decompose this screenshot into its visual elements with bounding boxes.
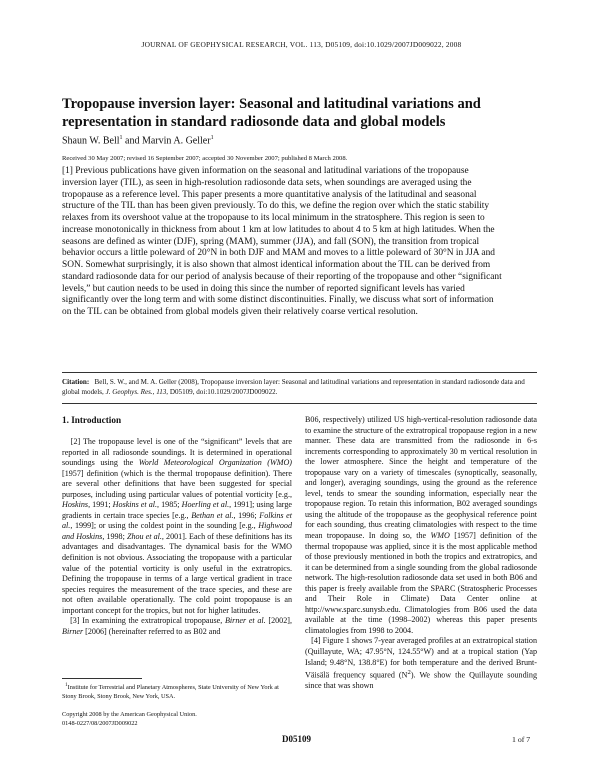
ref-highwood: Highwood and Hoskins xyxy=(62,521,293,541)
paragraph-3-continued xyxy=(305,415,537,636)
ref-birner: Birner xyxy=(62,626,84,636)
received-dates: Received 30 May 2007; revised 16 September 2007; accepted 30 November 2007; published 8 March 2008. xyxy=(62,155,348,162)
journal-header: JOURNAL OF GEOPHYSICAL RESEARCH, VOL. 113, D05109, doi:10.1029/2007JD009022, 2008 xyxy=(141,40,462,49)
text-run: [1957] definition (which is the thermal tropopause definition). There are several other definitions that have been suggested for special purposes, including using particular values of potential vorticity [e.g., xyxy=(62,468,292,499)
paragraph-2 xyxy=(62,437,292,616)
left-column xyxy=(62,437,292,637)
citation-journal: J. Geophys. Res., 113, xyxy=(105,388,169,396)
article-id: D05109 xyxy=(282,734,311,744)
text-run: , 2001]. Each of these definitions has its advantages and disadvantages. The dynamical basis for the WMO definition is not obvious. Associating the tropopause with a particular value of the potential vorticity is only useful in the extratropics. Defining the tropopause in terms of a large vertical gradient in trace species requires the measurement of the trace species, and these are not often available operationally. The cold point tropopause is an important concept for the tropics, but not for higher latitudes. xyxy=(62,531,293,615)
citation-label: Citation: xyxy=(62,378,90,386)
abstract xyxy=(62,166,504,319)
ref-wmo: WMO xyxy=(430,531,450,541)
citation-text-b: D05109, doi:10.1029/2007JD009022. xyxy=(169,388,278,396)
text-run: ). We show the Quillayute sounding since that was shown xyxy=(305,670,537,691)
copyright-block xyxy=(62,711,292,728)
issn-line: 0148-0227/08/2007JD009022 xyxy=(62,719,138,727)
copyright-line: Copyright 2008 by the American Geophysical Union. xyxy=(62,711,197,718)
italic-run: World Meteorological Organization (WMO) xyxy=(138,458,292,468)
ref-hoerling: Hoerling et al. xyxy=(181,500,230,510)
ref-hoskins: Hoskins xyxy=(62,500,89,510)
text-run: , 1999]; or using the coldest point in the sounding [e.g., xyxy=(70,521,256,531)
authors-and: and xyxy=(125,135,140,147)
abstract-number: [1] xyxy=(62,166,73,176)
section-heading-introduction: 1. Introduction xyxy=(62,415,122,425)
paper-title: Tropopause inversion layer: Seasonal and latitudinal variations and representation in standard radiosonde data and global models xyxy=(62,96,481,130)
right-column xyxy=(305,415,537,692)
paragraph-number: [3] xyxy=(70,616,80,626)
author-2: Marvin A. Geller xyxy=(141,135,211,147)
ref-folkins: Folkins et al. xyxy=(62,510,292,531)
text-run: B06, respectively) utilized US high-vertical-resolution radiosonde data to examine the structure of the extratropical tropopause region in a new manner. These data are transmitted from the radiosonde in 6-s increments corresponding to approximately 30 m vertical resolution in the lower atmosphere. Since the height and temperature of the tropopause vary on a variety of timescales (synoptically, seasonally, and longer), averaging soundings, using the ground as the reference level, tends to smear the sounding information, especially near the tropopause region. To retain this information, B02 averaged soundings using the altitude of the tropopause as the geophysical reference point for each sounding, thus creating climatologies with respect to the time mean tropopause. In doing so, the xyxy=(305,415,537,541)
text-run: [1957] definition of the thermal tropopause was applied, since it is the most applicable method of those previously mentioned in both the tropics and extratropics, and it can be determined from a single sounding from the global radiosonde network. The high-resolution radiosonde data set used in both B06 and this paper is freely available from the SPARC (Stratospheric Processes and Their Role in Climate) Data Center online at http://www.sparc.sunysb.edu. Climatologies from B06 used the data available at the time (1998–2002) whereas this paper presents climatologies from 1998 to 2004. xyxy=(305,531,538,635)
text-run: [2006] (hereinafter referred to as B02 and xyxy=(85,626,221,636)
text-run: In examining the extratropical tropopause, xyxy=(82,616,223,626)
paragraph-number: [4] xyxy=(311,636,321,646)
ref-hoskins-et-al: Hoskins et al. xyxy=(112,500,158,510)
superscript: 2 xyxy=(407,669,411,677)
paragraph-3 xyxy=(62,616,292,637)
paragraph-4 xyxy=(305,636,537,691)
citation-top-rule xyxy=(62,372,537,373)
paragraph-number: [2] xyxy=(70,437,81,446)
page-number: 1 of 7 xyxy=(512,735,531,744)
footnote-text: Institute for Terrestrial and Planetary Atmospheres, State University of New York at Stony Brook, Stony Brook, New York, USA. xyxy=(62,684,279,700)
text-run: Figure 1 shows 7-year averaged profiles at an extratropical station (Quillayute, WA; 47.95°N, 124.55°W) and at a tropical station (Yap Island; 9.48°N, 138.8°E) for both temperature and the derived Brunt-Väisälä frequency squared (N xyxy=(305,636,537,680)
author-2-affil: 1 xyxy=(210,135,214,141)
text-run: , 1985; xyxy=(157,500,180,510)
ref-zhou: Zhou et al. xyxy=(126,531,162,541)
text-run: [2002], xyxy=(268,616,292,626)
text-run: , 1991]; using large gradients in certain trace species [e.g., xyxy=(62,500,292,520)
text-run: , 1996; xyxy=(233,510,257,520)
author-1: Shaun W. Bell xyxy=(62,135,120,147)
text-run: The tropopause level is one of the “significant” levels that are reported in all radiosonde soundings. It is determined in operational soundings using the xyxy=(62,437,292,468)
citation-text-a: Bell, S. W., and M. A. Geller (2008), Tropopause inversion layer: Seasonal and latitudinal variations and representation in standard radiosonde data and global models, xyxy=(62,378,525,396)
authors xyxy=(62,135,214,146)
affiliation-footnote xyxy=(62,682,292,702)
author-1-affil: 1 xyxy=(119,135,123,141)
citation-bottom-rule xyxy=(62,403,537,404)
citation xyxy=(62,377,536,397)
text-run: , 1998; xyxy=(102,531,125,541)
ref-birner-et-al: Birner et al. xyxy=(224,616,266,626)
abstract-text: Previous publications have given information on the seasonal and latitudinal variations of the tropopause inversion layer (TIL), as seen in high-resolution radiosonde data sets, when soundings are averaged using the tropopause as a reference level. This paper presents a more quantitative analysis of the latitudinal and seasonal structure of the TIL than has been given previously. To do this, we define the region over which the static stability relaxes from its overshoot value at the tropopause to its local minimum in the stratosphere. This region is seen to increase monotonically in thickness from about 1 km at low latitudes to about 4 to 5 km at high latitudes. When the seasons are defined as winter (DJF), spring (MAM), summer (JJA), and fall (SON), the transition from tropical behavior occurs a little poleward of 20°N in both DJF and MAM and moves to a little poleward of 30°N in JJA and SON. Somewhat surprisingly, it is also shown that almost identical information about the TIL can be derived from standard radiosonde data for our period of analysis because of their reporting of the tropopause and other “significant levels,” but caution needs to be used in doing this since the number of reported significant levels has varied significantly over the long term and with some distinct discontinuities. Finally, we discuss what sort of information on the TIL can be obtained from global models given their relatively coarse vertical resolution. xyxy=(62,166,502,317)
text-run: , 1991; xyxy=(88,500,111,510)
ref-bethan: Bethan et al. xyxy=(191,510,234,520)
footnote-rule xyxy=(62,678,142,679)
footnote-marker: 1 xyxy=(65,683,68,688)
